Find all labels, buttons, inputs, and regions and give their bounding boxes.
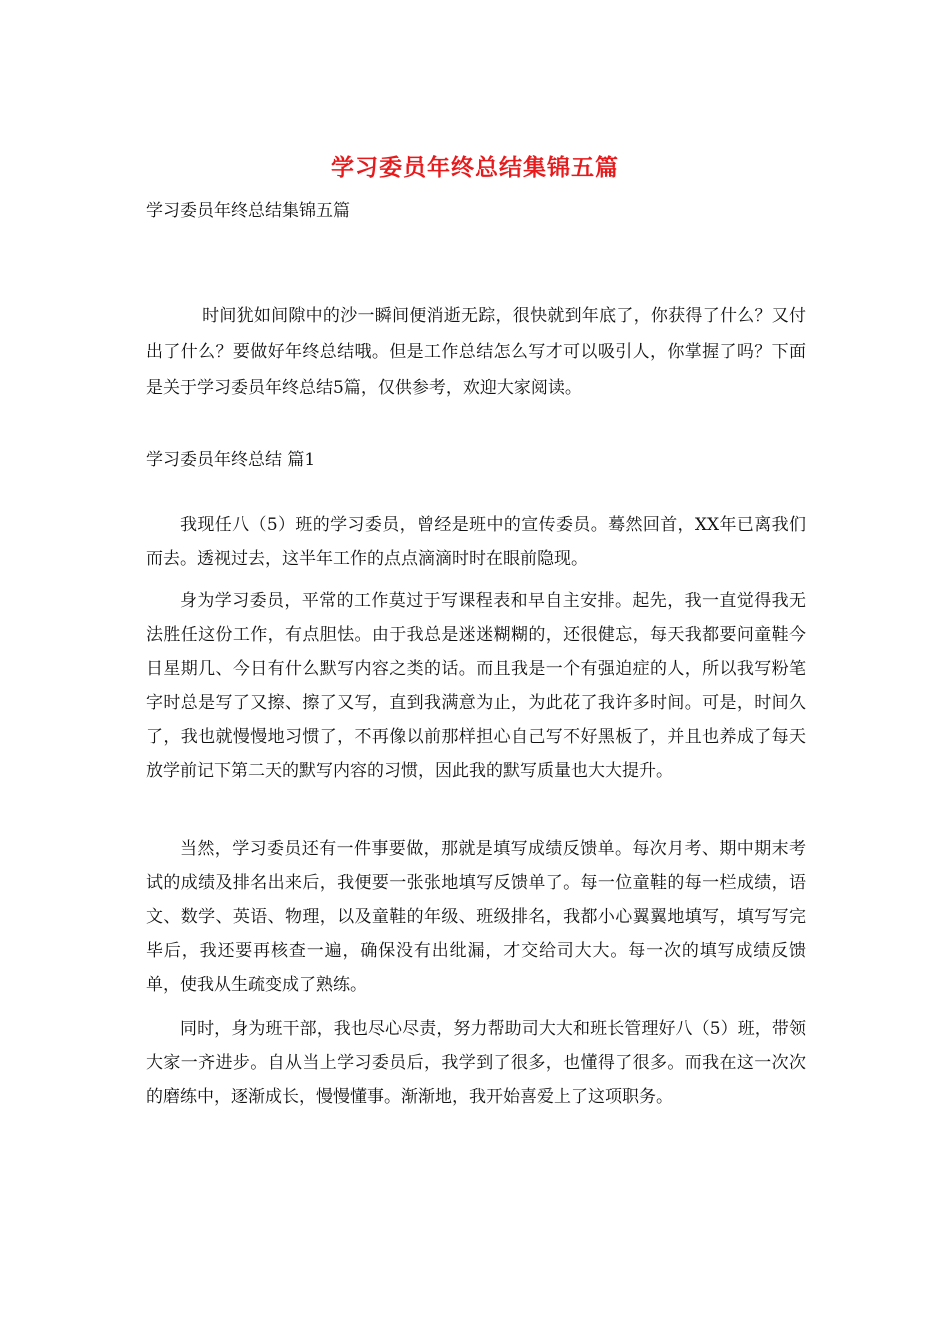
body-paragraph-2: 身为学习委员，平常的工作莫过于写课程表和早自主安排。起先，我一直觉得我无法胜任这份工作，有点胆怯。由于我总是迷迷糊糊的，还很健忘，每天我都要问童鞋今日星期几、今日有什么默写内容之类的话。而且我是一个有强迫症的人，所以我写粉笔字时总是写了又擦、擦了又写，直到我满意为止，为此花了我许多时间。可是，时间久了，我也就慢慢地习惯了，不再像以前那样担心自己写不好黑板了，并且也养成了每天放学前记下第二天的默写内容的习惯，因此我的默写质量也大大提升。 xyxy=(146,591,806,781)
body-paragraph-1: 我现任八（5）班的学习委员，曾经是班中的宣传委员。蓦然回首，XX年已离我们而去。透视过去，这半年工作的点点滴滴时时在眼前隐现。 xyxy=(146,515,806,569)
document-title: 学习委员年终总结集锦五篇 xyxy=(331,154,619,181)
document-subtitle: 学习委员年终总结集锦五篇 xyxy=(146,201,350,221)
body-paragraph-3: 当然，学习委员还有一件事要做，那就是填写成绩反馈单。每次月考、期中期末考试的成绩及排名出来后，我便要一张张地填写反馈单了。每一位童鞋的每一栏成绩，语文、数学、英语、物理，以及童鞋的年级、班级排名，我都小心翼翼地填写，填写写完毕后，我还要再核查一遍，确保没有出纰漏，才交给司大大。每一次的填写成绩反馈单，使我从生疏变成了熟练。 xyxy=(146,839,806,995)
section-heading: 学习委员年终总结 篇1 xyxy=(146,450,316,470)
body-paragraph-4: 同时，身为班干部，我也尽心尽责，努力帮助司大大和班长管理好八（5）班，带领大家一齐进步。自从当上学习委员后，我学到了很多，也懂得了很多。而我在这一次次的磨练中，逐渐成长，慢慢懂事。渐渐地，我开始喜爱上了这项职务。 xyxy=(146,1019,806,1107)
intro-paragraph: 时间犹如间隙中的沙一瞬间便消逝无踪，很快就到年底了，你获得了什么？又付出了什么？要做好年终总结哦。但是工作总结怎么写才可以吸引人，你掌握了吗？下面是关于学习委员年终总结5篇，仅供参考，欢迎大家阅读。 xyxy=(146,306,806,398)
